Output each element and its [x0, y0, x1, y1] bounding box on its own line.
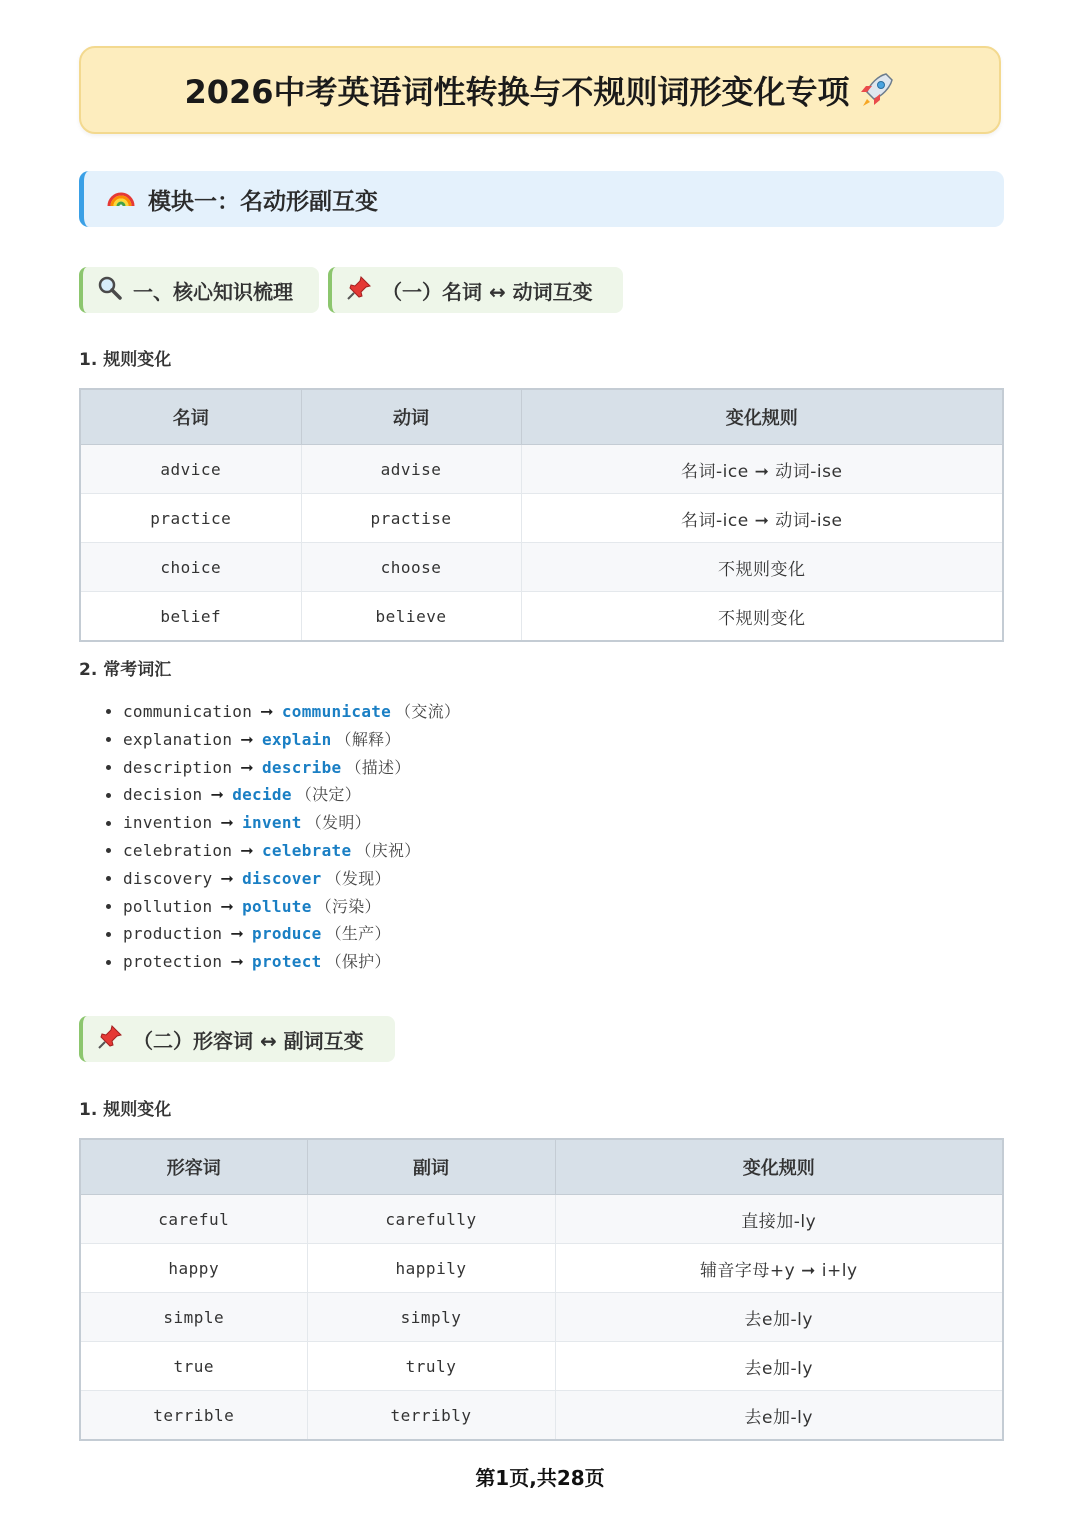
section2-regular-heading: 1. 规则变化 [79, 1100, 172, 1120]
vocab-list [106, 698, 460, 976]
vocab-verb: explain [261, 729, 332, 749]
list-item [106, 809, 460, 837]
page-number: 第1页,共28页 [475, 1466, 605, 1490]
table-row [80, 1244, 1003, 1293]
table-row [80, 1391, 1003, 1441]
vocab-meaning: （交流） [395, 702, 461, 721]
vocab-noun: pollution [123, 896, 213, 916]
adj-adv-table [79, 1138, 1004, 1441]
table-cell: 名词-ice ➞ 动词-ise [521, 445, 1003, 494]
list-item [106, 781, 460, 809]
table-cell: believe [301, 592, 521, 642]
magnifier-icon [97, 275, 123, 305]
bullet-icon [106, 765, 111, 770]
bullet-icon [106, 876, 111, 881]
vocab-verb: invent [242, 813, 302, 833]
list-item [106, 837, 460, 865]
core-knowledge-label: 一、核心知识梳理 [133, 279, 293, 304]
arrow-icon: ➞ [260, 702, 274, 721]
list-item [106, 948, 460, 976]
bullet-icon [106, 904, 111, 909]
table-cell: truly [307, 1342, 555, 1391]
vocab-verb: produce [252, 924, 322, 944]
vocab-meaning: （生产） [325, 924, 391, 944]
table-cell: happily [307, 1244, 555, 1293]
vocab-noun: decision [123, 785, 203, 805]
vocab-meaning: （发现） [325, 868, 391, 888]
vocab-noun: protection [123, 952, 223, 972]
pushpin-icon [346, 275, 372, 305]
vocab-verb: communicate [281, 702, 392, 721]
arrow-icon: ➞ [220, 868, 235, 888]
vocab-meaning: （解释） [335, 729, 401, 749]
arrow-icon: ➞ [220, 813, 235, 833]
table-cell: 不规则变化 [521, 592, 1003, 642]
rainbow-icon [106, 184, 136, 214]
arrow-icon: ➞ [240, 757, 254, 777]
table-cell: 去e加-ly [555, 1293, 1003, 1342]
rocket-icon [856, 70, 896, 110]
vocab-noun: production [123, 924, 223, 944]
table-cell: terribly [307, 1391, 555, 1441]
core-knowledge-tag [79, 267, 319, 313]
bullet-icon [106, 793, 111, 798]
list-item [106, 726, 460, 754]
vocab-verb: discover [242, 868, 322, 888]
vocab-meaning: （污染） [315, 896, 381, 916]
list-item [106, 893, 460, 921]
arrow-icon: ➞ [210, 785, 225, 805]
table-header: 变化规则 [555, 1139, 1003, 1195]
vocab-noun: celebration [123, 840, 233, 860]
table-cell: advise [301, 445, 521, 494]
vocab-noun: discovery [123, 868, 213, 888]
module-header [79, 171, 1004, 227]
table-row [80, 494, 1003, 543]
table-row [80, 1342, 1003, 1391]
bullet-icon [106, 848, 111, 853]
table-header: 形容词 [80, 1139, 307, 1195]
arrow-icon: ➞ [240, 840, 254, 860]
table-cell: advice [80, 445, 301, 494]
table-header: 动词 [301, 389, 521, 445]
table-header-row [80, 389, 1003, 445]
table-cell: practise [301, 494, 521, 543]
vocab-meaning: （发明） [305, 813, 371, 833]
section1-label: （一）名词 ↔ 动词互变 [382, 279, 593, 304]
table-cell: true [80, 1342, 307, 1391]
arrow-icon: ➞ [230, 952, 245, 972]
vocab-meaning: （庆祝） [355, 840, 421, 860]
table-header-row [80, 1139, 1003, 1195]
vocab-verb: celebrate [261, 840, 352, 860]
table-row [80, 592, 1003, 642]
table-cell: terrible [80, 1391, 307, 1441]
list-item [106, 865, 460, 893]
page-title: 2026中考英语词性转换与不规则词形变化专项 [184, 73, 850, 111]
table-cell: belief [80, 592, 301, 642]
vocab-meaning: （决定） [295, 785, 361, 805]
section1-tag [328, 267, 623, 313]
pushpin-icon [97, 1024, 123, 1054]
table-cell: 去e加-ly [555, 1342, 1003, 1391]
vocab-verb: pollute [242, 896, 312, 916]
table-row [80, 1195, 1003, 1244]
table-row [80, 445, 1003, 494]
vocab-noun: invention [123, 813, 213, 833]
section2-label: （二）形容词 ↔ 副词互变 [133, 1028, 364, 1053]
arrow-icon: ➞ [230, 924, 245, 944]
section1-regular-heading: 1. 规则变化 [79, 350, 172, 370]
table-cell: 去e加-ly [555, 1391, 1003, 1441]
vocab-verb: protect [252, 952, 322, 972]
vocab-verb: describe [261, 757, 342, 777]
table-header: 副词 [307, 1139, 555, 1195]
table-cell: choose [301, 543, 521, 592]
bullet-icon [106, 709, 111, 714]
table-cell: happy [80, 1244, 307, 1293]
vocab-meaning: （描述） [345, 757, 411, 777]
table-cell: careful [80, 1195, 307, 1244]
bullet-icon [106, 932, 111, 937]
bullet-icon [106, 737, 111, 742]
table-cell: simply [307, 1293, 555, 1342]
list-item [106, 754, 460, 782]
table-header: 变化规则 [521, 389, 1003, 445]
table-cell: 名词-ice ➞ 动词-ise [521, 494, 1003, 543]
bullet-icon [106, 960, 111, 965]
module-title: 模块一：名动形副互变 [148, 188, 378, 215]
table-cell: 直接加-ly [555, 1195, 1003, 1244]
list-item [106, 920, 460, 948]
table-cell: 不规则变化 [521, 543, 1003, 592]
vocab-noun: communication [123, 702, 253, 721]
vocab-noun: explanation [123, 729, 233, 749]
vocab-verb: decide [232, 785, 292, 805]
table-row [80, 1293, 1003, 1342]
table-cell: choice [80, 543, 301, 592]
table-cell: simple [80, 1293, 307, 1342]
table-cell: carefully [307, 1195, 555, 1244]
vocab-noun: description [123, 757, 233, 777]
bullet-icon [106, 821, 111, 826]
table-row [80, 543, 1003, 592]
arrow-icon: ➞ [240, 729, 254, 749]
noun-verb-table [79, 388, 1004, 642]
page-title-banner [79, 46, 1001, 134]
arrow-icon: ➞ [220, 896, 235, 916]
table-cell: 辅音字母+y ➞ i+ly [555, 1244, 1003, 1293]
section2-tag [79, 1016, 395, 1062]
table-header: 名词 [80, 389, 301, 445]
vocab-heading: 2. 常考词汇 [79, 660, 172, 680]
list-item [106, 698, 460, 726]
table-cell: practice [80, 494, 301, 543]
vocab-meaning: （保护） [325, 952, 391, 972]
